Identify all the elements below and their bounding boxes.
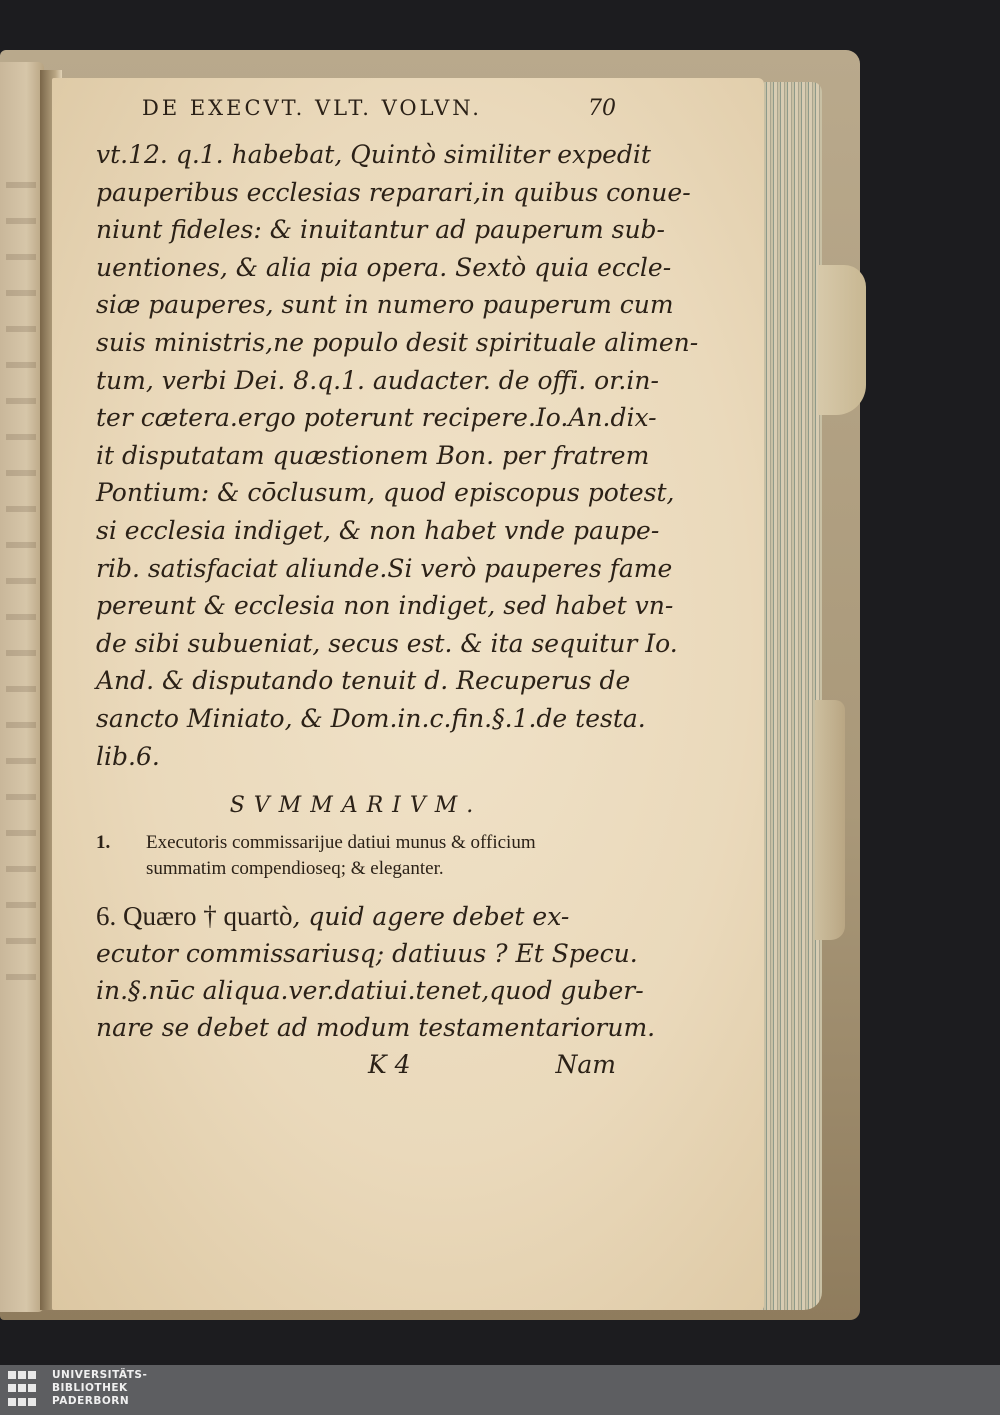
text-line: And. & disputando tenuit d. Recuperus de [96, 666, 631, 696]
page-tab [818, 265, 866, 415]
text-line: si ecclesia indiget, & non habet vnde paupe- [96, 515, 660, 545]
bleed-through [6, 182, 36, 982]
text-line: rib. satisfaciat aliunde.Si verò pauperes fame [96, 553, 673, 583]
catchword: Nam [555, 1050, 616, 1080]
library-footer [0, 1365, 1000, 1415]
summary-item [96, 830, 616, 882]
text-line: pereunt & ecclesia non indiget, sed habet vn- [96, 591, 674, 621]
logo-line-3: PADERBORN [52, 1395, 130, 1407]
running-head-title: DE EXECVT. VLT. VOLVN. [142, 96, 482, 120]
logo-line-1: UNIVERSITÄTS- [52, 1369, 148, 1381]
text-line: sancto Miniato, & Dom.in.c.fin.§.1.de testa. [96, 703, 646, 733]
paragraph-first-line [96, 898, 616, 935]
library-logo-icon [8, 1371, 40, 1409]
library-logo-text [52, 1369, 147, 1408]
logo-line-2: BIBLIOTHEK [52, 1382, 128, 1394]
text-line: siæ pauperes, sunt in numero pauperum cum [96, 290, 674, 320]
text-line: lib.6. [96, 741, 160, 771]
text-line: ter cætera.ergo poterunt recipere.Io.An.dix- [96, 403, 657, 433]
text-line: vt.12. q.1. habebat, Quintò similiter expedit [96, 140, 651, 169]
paragraph-lines [96, 935, 656, 1046]
paragraph-lead: 6. Quæro † quartò [96, 901, 293, 932]
second-paragraph [96, 898, 656, 1046]
paragraph-first-line-rest: , quid agere debet ex- [292, 902, 570, 932]
summary-heading: SVMMARIVM. [229, 793, 483, 819]
page-fore-edge [760, 82, 822, 1310]
page-tab-lower [815, 700, 845, 940]
text-line: uentiones, & alia pia opera. Sextò quia eccle- [96, 252, 672, 282]
text-line: tum, verbi Dei. 8.q.1. audacter. de offi. or.in- [96, 365, 659, 395]
signature-mark: K 4 [368, 1050, 411, 1080]
text-line: ecutor commissariusq; datiuus ? Et Specu. [96, 939, 638, 969]
text-line: niunt fideles: & inuitantur ad pauperum sub- [96, 215, 665, 245]
text-line: Pontium: & cōclusum, quod episcopus potest, [96, 478, 675, 508]
text-line: de sibi subueniat, secus est. & ita sequitur Io. [96, 628, 678, 658]
text-line: nare se debet ad modum testamentariorum. [96, 1013, 656, 1043]
left-page-edge [0, 62, 44, 1312]
running-head [142, 96, 616, 130]
text-line: suis ministris,ne populo desit spirituale alimen- [96, 327, 699, 357]
text-line: pauperibus ecclesias reparari,in quibus conue- [96, 177, 691, 207]
page-number: 70 [588, 96, 616, 121]
summary-number: 1. [96, 832, 111, 854]
body-paragraph [96, 136, 699, 775]
text-line: in.§.nūc aliqua.ver.datiui.tenet,quod guber- [96, 976, 644, 1006]
signature-line [96, 1050, 616, 1079]
summary-list [96, 830, 616, 882]
summary-text: Executoris commissarijue datiui munus & officium summatim compendioseq; & eleganter. [146, 832, 536, 880]
text-line: it disputatam quæstionem Bon. per fratrem [96, 440, 650, 470]
page-text [96, 96, 699, 1080]
